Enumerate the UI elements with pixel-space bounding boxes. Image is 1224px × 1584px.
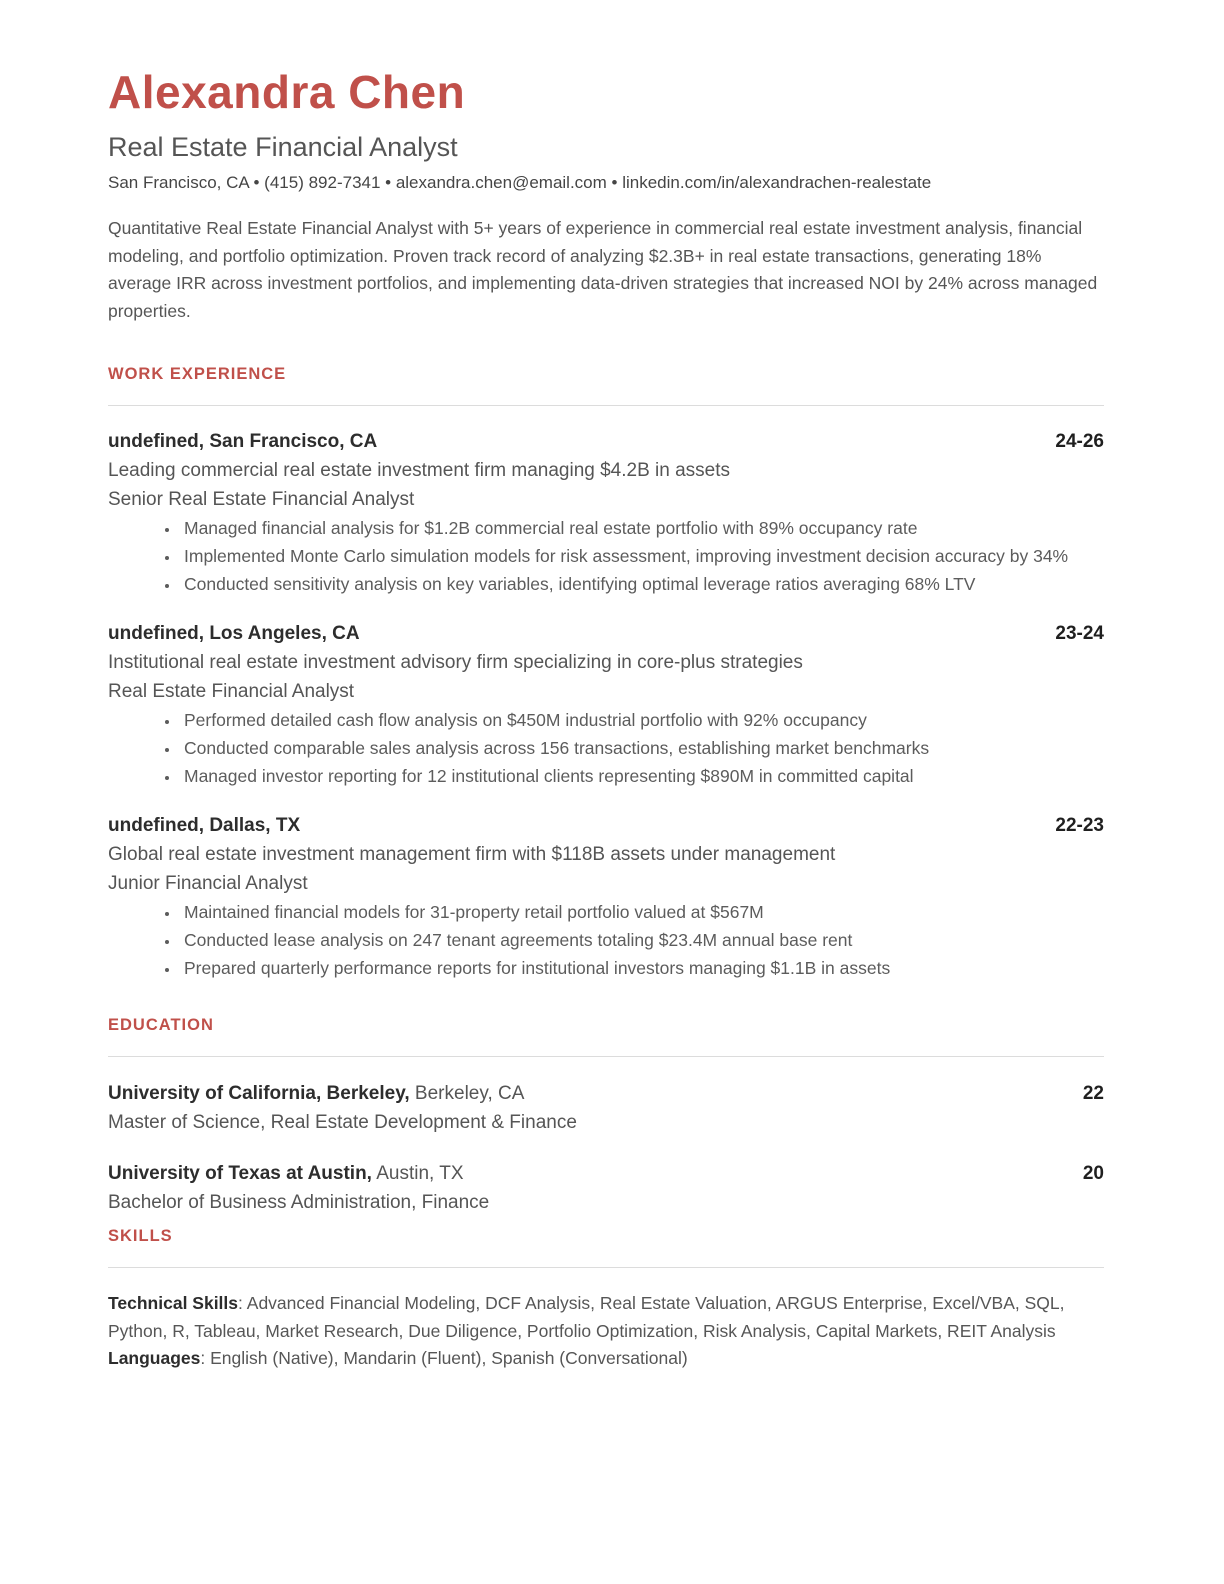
job-role-title: Junior Financial Analyst <box>108 873 308 895</box>
summary-paragraph: Quantitative Real Estate Financial Analyst with 5+ years of experience in commercial real estate investment analysis, financial modeling, and portfolio optimization. Proven track record of analyzing $2.3B+ in real estate transactions, generating 18% average IRR across investment portfolios, and implementing data-driven strategies that increased NOI by 24% across managed properties. <box>108 218 1098 321</box>
technical-skills-line <box>108 1290 1104 1345</box>
job-bullet: • Managed investor reporting for 12 institutional clients representing $890M in committed capital <box>180 762 1104 790</box>
resume-header <box>108 66 1104 193</box>
job-company-description: Global real estate investment management firm with $118B assets under management <box>108 844 836 866</box>
education-header-row <box>108 1079 1104 1108</box>
job-company-location: undefined, Dallas, TX <box>108 815 301 837</box>
education-heading: EDUCATION <box>108 1016 214 1035</box>
job-bullet-list <box>108 706 1104 790</box>
education-dates: 22 <box>1082 1083 1104 1105</box>
section-divider <box>108 1267 1104 1268</box>
job-entry <box>108 811 1104 982</box>
section-skills <box>108 1227 1104 1373</box>
job-bullet: • Conducted lease analysis on 247 tenant agreements totaling $23.4M annual base rent <box>180 926 1104 954</box>
contact-line: San Francisco, CA • (415) 892-7341 • alexandra.chen@email.com • linkedin.com/in/alexandrachen-realestate <box>108 173 932 193</box>
job-bullet: • Maintained financial models for 31-property retail portfolio valued at $567M <box>180 898 1104 926</box>
work-experience-heading: WORK EXPERIENCE <box>108 365 287 384</box>
section-divider <box>108 1056 1104 1057</box>
job-entry <box>108 427 1104 598</box>
job-company-location: undefined, San Francisco, CA <box>108 431 378 453</box>
education-school-line <box>108 1159 464 1188</box>
languages-text: : English (Native), Mandarin (Fluent), Spanish (Conversational) <box>200 1348 688 1369</box>
person-job-title: Real Estate Financial Analyst <box>108 131 458 162</box>
job-bullet: • Prepared quarterly performance reports for institutional investors managing $1.1B in assets <box>180 954 1104 982</box>
skills-heading: SKILLS <box>108 1227 173 1246</box>
job-entry <box>108 619 1104 790</box>
education-dates: 20 <box>1082 1163 1104 1185</box>
job-company-description: Leading commercial real estate investment firm managing $4.2B in assets <box>108 460 731 482</box>
job-bullet: • Conducted sensitivity analysis on key variables, identifying optimal leverage ratios averaging 68% LTV <box>180 570 1104 598</box>
job-header-row <box>108 619 1104 648</box>
job-bullet: • Implemented Monte Carlo simulation models for risk assessment, improving investment decision accuracy by 34% <box>180 542 1104 570</box>
languages-line <box>108 1345 1104 1373</box>
technical-skills-label: Technical Skills <box>108 1293 239 1314</box>
job-role-title: Senior Real Estate Financial Analyst <box>108 489 415 511</box>
languages-label: Languages <box>108 1348 201 1369</box>
education-degree: Bachelor of Business Administration, Finance <box>108 1192 490 1214</box>
job-header-row <box>108 811 1104 840</box>
job-dates: 23-24 <box>1055 623 1104 645</box>
education-header-row <box>108 1159 1104 1188</box>
education-location: Austin, TX <box>371 1163 464 1185</box>
job-bullet-list <box>108 514 1104 598</box>
technical-skills-text: : Advanced Financial Modeling, DCF Analysis, Real Estate Valuation, ARGUS Enterprise, Excel/VBA, SQL, Python, R, Tableau, Market Research, Due Diligence, Portfolio Optimization, Risk Analysis, Capital Markets, REIT Analysis <box>108 1293 1065 1341</box>
job-dates: 22-23 <box>1055 815 1104 837</box>
job-bullet-list <box>108 898 1104 982</box>
section-divider <box>108 405 1104 406</box>
job-dates: 24-26 <box>1055 431 1104 453</box>
person-name: Alexandra Chen <box>108 66 466 118</box>
section-education <box>108 1016 1104 1217</box>
job-role-title: Real Estate Financial Analyst <box>108 681 355 703</box>
education-entry <box>108 1159 1104 1217</box>
job-company-description: Institutional real estate investment advisory firm specializing in core-plus strategies <box>108 652 803 674</box>
skills-block <box>108 1290 1104 1373</box>
job-bullet: • Performed detailed cash flow analysis on $450M industrial portfolio with 92% occupancy <box>180 706 1104 734</box>
education-entry <box>108 1079 1104 1137</box>
job-header-row <box>108 427 1104 456</box>
section-work-experience <box>108 365 1104 982</box>
education-location: Berkeley, CA <box>409 1083 525 1105</box>
job-bullet: • Managed financial analysis for $1.2B commercial real estate portfolio with 89% occupancy rate <box>180 514 1104 542</box>
education-school-line <box>108 1079 524 1108</box>
education-school: University of Texas at Austin, <box>108 1163 372 1185</box>
education-school: University of California, Berkeley, <box>108 1083 410 1105</box>
job-company-location: undefined, Los Angeles, CA <box>108 623 360 645</box>
education-degree: Master of Science, Real Estate Development & Finance <box>108 1112 577 1134</box>
job-bullet: • Conducted comparable sales analysis across 156 transactions, establishing market benchmarks <box>180 734 1104 762</box>
